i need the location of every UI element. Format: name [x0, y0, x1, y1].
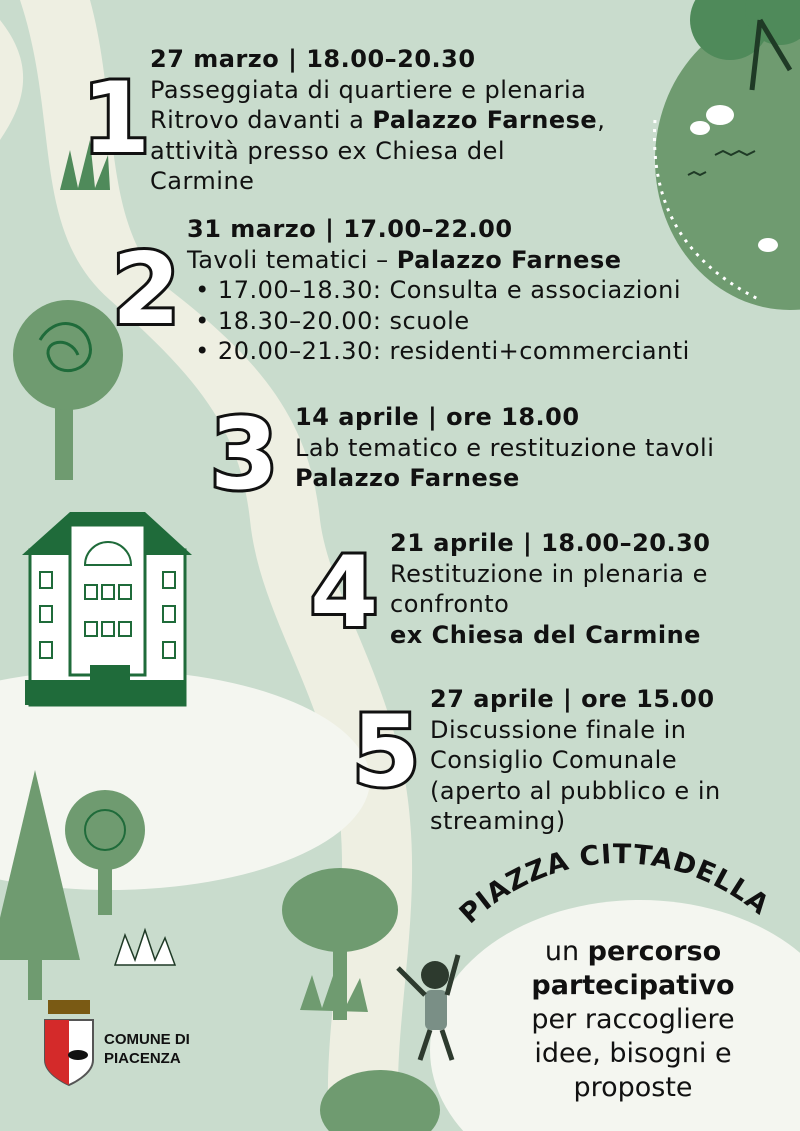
step-number-5: 5 [352, 695, 421, 809]
event-3 [295, 402, 714, 494]
event-date: 21 aprile | 18.00–20.30 [390, 529, 711, 557]
bullet-item: • 17.00–18.30: Consulta e associazioni [187, 276, 682, 304]
event-line: Passeggiata di quartiere e plenaria [150, 75, 587, 104]
event-line: Lab tematico e restituzione tavoli [295, 433, 715, 462]
event-line: (aperto al pubblico e in [430, 776, 721, 805]
event-location: ex Chiesa del Carmine [390, 620, 701, 649]
bullet-item: • 18.30–20.00: scuole [187, 306, 470, 335]
headline: PIAZZA CITTADELLA [453, 838, 776, 930]
svg-text:PIAZZA CITTADELLA [454, 839, 775, 930]
event-1 [150, 44, 605, 197]
building-illustration [22, 512, 192, 705]
event-line: Discussione finale in [430, 715, 687, 744]
step-number-1: 1 [82, 62, 151, 176]
event-line: attività presso ex Chiesa del [150, 136, 506, 165]
step-number-3: 3 [210, 398, 279, 512]
municipality-logo-text: COMUNE DI PIACENZA [104, 1031, 190, 1067]
event-date: 27 marzo | 18.00–20.30 [150, 45, 476, 73]
event-date: 14 aprile | ore 18.00 [295, 403, 580, 431]
bullet-item: • 20.00–21.30: residenti+commercianti [187, 337, 690, 365]
event-date: 31 marzo | 17.00–22.00 [187, 215, 513, 243]
coat-of-arms-icon [45, 1000, 93, 1085]
event-location: Palazzo Farnese [295, 464, 520, 492]
event-5 [430, 684, 721, 837]
step-number-4: 4 [310, 536, 379, 650]
tagline: un percorso partecipativo per raccogliere idee, bisogni e proposte [531, 936, 735, 1103]
event-2 [187, 214, 690, 367]
event-line: Restituzione in plenaria e [390, 559, 708, 588]
event-line: streaming) [430, 807, 566, 835]
event-line: Tavoli tematici – Palazzo Farnese [187, 245, 622, 274]
event-line: confronto [390, 590, 510, 618]
event-date: 27 aprile | ore 15.00 [430, 685, 715, 713]
event-4 [390, 528, 711, 650]
event-line: Ritrovo davanti a Palazzo Farnese, [150, 106, 606, 134]
step-number-2: 2 [112, 233, 181, 347]
event-line: Consiglio Comunale [430, 746, 678, 774]
event-line: Carmine [150, 167, 255, 195]
